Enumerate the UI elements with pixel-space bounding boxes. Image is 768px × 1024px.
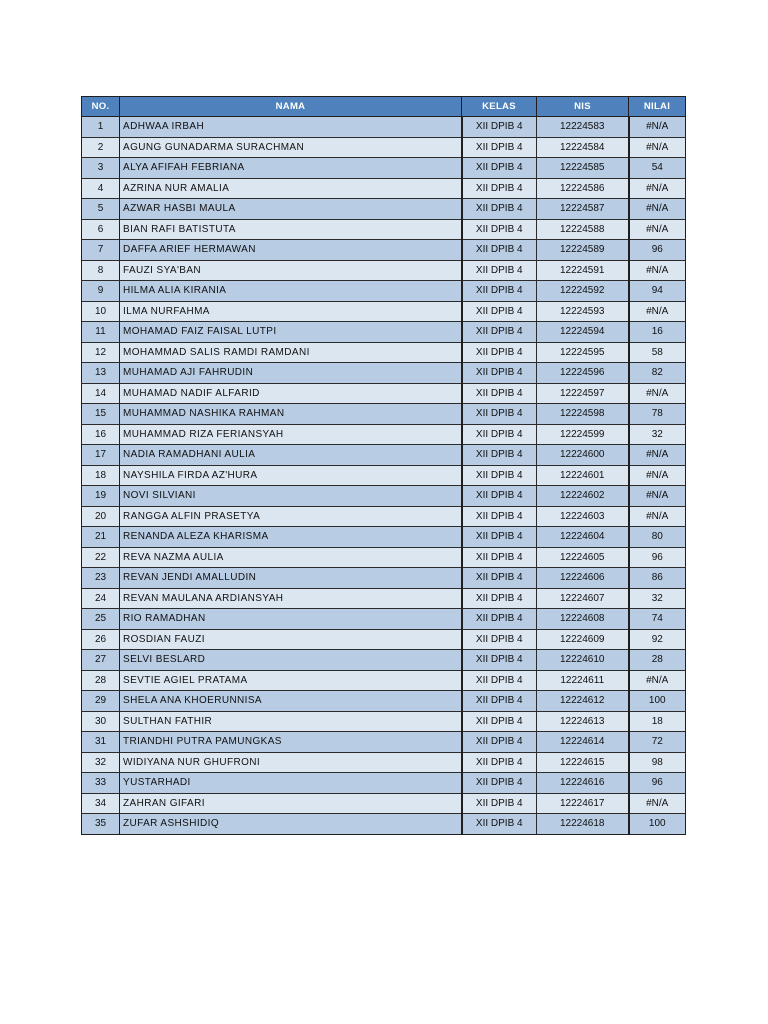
cell-kelas: XII DPIB 4 [462, 773, 537, 794]
cell-no: 20 [82, 506, 120, 527]
cell-nama: NOVI SILVIANI [120, 486, 462, 507]
cell-nilai: 100 [629, 691, 686, 712]
cell-no: 12 [82, 342, 120, 363]
cell-nilai: #N/A [629, 465, 686, 486]
cell-kelas: XII DPIB 4 [462, 793, 537, 814]
cell-nilai: 28 [629, 650, 686, 671]
cell-kelas: XII DPIB 4 [462, 342, 537, 363]
cell-nilai: #N/A [629, 301, 686, 322]
cell-nama: ROSDIAN FAUZI [120, 629, 462, 650]
table-row [82, 199, 686, 220]
cell-nama: AZRINA NUR AMALIA [120, 178, 462, 199]
cell-nis: 12224600 [537, 445, 629, 466]
table-row [82, 240, 686, 261]
cell-kelas: XII DPIB 4 [462, 260, 537, 281]
cell-nis: 12224593 [537, 301, 629, 322]
cell-kelas: XII DPIB 4 [462, 117, 537, 138]
cell-nama: YUSTARHADI [120, 773, 462, 794]
cell-nama: SEVTIE AGIEL PRATAMA [120, 670, 462, 691]
cell-nilai: 100 [629, 814, 686, 835]
cell-no: 15 [82, 404, 120, 425]
table-row [82, 260, 686, 281]
cell-no: 5 [82, 199, 120, 220]
cell-kelas: XII DPIB 4 [462, 322, 537, 343]
cell-kelas: XII DPIB 4 [462, 814, 537, 835]
cell-nama: SULTHAN FATHIR [120, 711, 462, 732]
cell-nis: 12224595 [537, 342, 629, 363]
cell-nilai: #N/A [629, 178, 686, 199]
cell-nama: DAFFA ARIEF HERMAWAN [120, 240, 462, 261]
cell-kelas: XII DPIB 4 [462, 629, 537, 650]
cell-nilai: 94 [629, 281, 686, 302]
table-row [82, 650, 686, 671]
cell-nama: WIDIYANA NUR GHUFRONI [120, 752, 462, 773]
cell-nis: 12224608 [537, 609, 629, 630]
cell-nama: MOHAMMAD SALIS RAMDI RAMDANI [120, 342, 462, 363]
cell-nama: ZUFAR ASHSHIDIQ [120, 814, 462, 835]
cell-nis: 12224618 [537, 814, 629, 835]
table-row [82, 383, 686, 404]
cell-nama: REVA NAZMA AULIA [120, 547, 462, 568]
table-row [82, 732, 686, 753]
cell-no: 16 [82, 424, 120, 445]
cell-nilai: 32 [629, 424, 686, 445]
cell-no: 8 [82, 260, 120, 281]
table-row [82, 117, 686, 138]
table-row [82, 465, 686, 486]
cell-nama: ALYA AFIFAH FEBRIANA [120, 158, 462, 179]
cell-nis: 12224583 [537, 117, 629, 138]
cell-kelas: XII DPIB 4 [462, 527, 537, 548]
cell-nama: BIAN RAFI BATISTUTA [120, 219, 462, 240]
cell-kelas: XII DPIB 4 [462, 424, 537, 445]
cell-no: 24 [82, 588, 120, 609]
cell-kelas: XII DPIB 4 [462, 137, 537, 158]
cell-no: 19 [82, 486, 120, 507]
cell-no: 31 [82, 732, 120, 753]
cell-kelas: XII DPIB 4 [462, 752, 537, 773]
cell-nilai: 54 [629, 158, 686, 179]
cell-nama: ADHWAA IRBAH [120, 117, 462, 138]
cell-nama: REVAN JENDI AMALLUDIN [120, 568, 462, 589]
cell-kelas: XII DPIB 4 [462, 650, 537, 671]
cell-nama: MUHAMAD AJI FAHRUDIN [120, 363, 462, 384]
table-row [82, 568, 686, 589]
cell-nilai: 16 [629, 322, 686, 343]
cell-nis: 12224599 [537, 424, 629, 445]
cell-kelas: XII DPIB 4 [462, 383, 537, 404]
cell-no: 29 [82, 691, 120, 712]
table-row [82, 178, 686, 199]
cell-no: 3 [82, 158, 120, 179]
cell-nis: 12224597 [537, 383, 629, 404]
cell-kelas: XII DPIB 4 [462, 506, 537, 527]
cell-nilai: 86 [629, 568, 686, 589]
table-row [82, 486, 686, 507]
cell-nama: ILMA NURFAHMA [120, 301, 462, 322]
cell-nilai: 72 [629, 732, 686, 753]
cell-no: 11 [82, 322, 120, 343]
cell-nilai: #N/A [629, 219, 686, 240]
grades-table [81, 96, 686, 835]
cell-no: 32 [82, 752, 120, 773]
cell-no: 28 [82, 670, 120, 691]
cell-nis: 12224592 [537, 281, 629, 302]
cell-nama: TRIANDHI PUTRA PAMUNGKAS [120, 732, 462, 753]
cell-nis: 12224594 [537, 322, 629, 343]
cell-nilai: 98 [629, 752, 686, 773]
cell-no: 14 [82, 383, 120, 404]
cell-nama: NAYSHILA FIRDA AZ'HURA [120, 465, 462, 486]
cell-nis: 12224604 [537, 527, 629, 548]
cell-nis: 12224602 [537, 486, 629, 507]
table-row [82, 281, 686, 302]
table-row [82, 588, 686, 609]
cell-nis: 12224613 [537, 711, 629, 732]
cell-nama: RANGGA ALFIN PRASETYA [120, 506, 462, 527]
cell-kelas: XII DPIB 4 [462, 670, 537, 691]
cell-nilai: 74 [629, 609, 686, 630]
cell-nama: SHELA ANA KHOERUNNISA [120, 691, 462, 712]
table-row [82, 404, 686, 425]
cell-nis: 12224591 [537, 260, 629, 281]
cell-kelas: XII DPIB 4 [462, 732, 537, 753]
cell-kelas: XII DPIB 4 [462, 711, 537, 732]
cell-nis: 12224607 [537, 588, 629, 609]
cell-nilai: #N/A [629, 793, 686, 814]
cell-nilai: #N/A [629, 486, 686, 507]
cell-no: 35 [82, 814, 120, 835]
cell-nama: SELVI BESLARD [120, 650, 462, 671]
table-row [82, 424, 686, 445]
cell-nama: RIO RAMADHAN [120, 609, 462, 630]
cell-nis: 12224611 [537, 670, 629, 691]
table-row [82, 752, 686, 773]
cell-no: 13 [82, 363, 120, 384]
cell-nis: 12224589 [537, 240, 629, 261]
table-row [82, 363, 686, 384]
cell-no: 34 [82, 793, 120, 814]
cell-nis: 12224596 [537, 363, 629, 384]
cell-kelas: XII DPIB 4 [462, 158, 537, 179]
table-row [82, 547, 686, 568]
cell-nilai: #N/A [629, 445, 686, 466]
cell-nis: 12224610 [537, 650, 629, 671]
cell-no: 10 [82, 301, 120, 322]
cell-no: 18 [82, 465, 120, 486]
cell-nilai: #N/A [629, 670, 686, 691]
cell-nama: AZWAR HASBI MAULA [120, 199, 462, 220]
header-nis: NIS [537, 97, 629, 117]
cell-kelas: XII DPIB 4 [462, 609, 537, 630]
cell-kelas: XII DPIB 4 [462, 301, 537, 322]
table-row [82, 342, 686, 363]
cell-nis: 12224614 [537, 732, 629, 753]
cell-nama: HILMA ALIA KIRANIA [120, 281, 462, 302]
table-row [82, 445, 686, 466]
cell-nis: 12224605 [537, 547, 629, 568]
cell-nis: 12224584 [537, 137, 629, 158]
cell-no: 4 [82, 178, 120, 199]
cell-no: 17 [82, 445, 120, 466]
cell-nis: 12224616 [537, 773, 629, 794]
cell-kelas: XII DPIB 4 [462, 568, 537, 589]
cell-nis: 12224603 [537, 506, 629, 527]
cell-nilai: 58 [629, 342, 686, 363]
table-row [82, 506, 686, 527]
cell-nama: NADIA RAMADHANI AULIA [120, 445, 462, 466]
cell-nilai: 32 [629, 588, 686, 609]
cell-kelas: XII DPIB 4 [462, 404, 537, 425]
cell-nama: REVAN MAULANA ARDIANSYAH [120, 588, 462, 609]
cell-kelas: XII DPIB 4 [462, 240, 537, 261]
cell-no: 22 [82, 547, 120, 568]
cell-nis: 12224609 [537, 629, 629, 650]
table-row [82, 773, 686, 794]
cell-nilai: #N/A [629, 506, 686, 527]
header-nama: NAMA [120, 97, 462, 117]
table-row [82, 691, 686, 712]
cell-nilai: 96 [629, 773, 686, 794]
table-header-row [82, 97, 686, 117]
table-row [82, 137, 686, 158]
cell-kelas: XII DPIB 4 [462, 178, 537, 199]
table-row [82, 670, 686, 691]
cell-nilai: 92 [629, 629, 686, 650]
cell-no: 2 [82, 137, 120, 158]
cell-no: 30 [82, 711, 120, 732]
cell-nis: 12224615 [537, 752, 629, 773]
cell-kelas: XII DPIB 4 [462, 486, 537, 507]
cell-kelas: XII DPIB 4 [462, 547, 537, 568]
table-row [82, 711, 686, 732]
cell-nilai: #N/A [629, 383, 686, 404]
header-no: NO. [82, 97, 120, 117]
cell-nilai: #N/A [629, 137, 686, 158]
cell-kelas: XII DPIB 4 [462, 219, 537, 240]
cell-kelas: XII DPIB 4 [462, 363, 537, 384]
cell-nilai: 96 [629, 547, 686, 568]
cell-nis: 12224598 [537, 404, 629, 425]
cell-no: 1 [82, 117, 120, 138]
cell-nilai: #N/A [629, 260, 686, 281]
cell-no: 23 [82, 568, 120, 589]
cell-nis: 12224588 [537, 219, 629, 240]
cell-no: 33 [82, 773, 120, 794]
student-grade-sheet [81, 96, 685, 835]
cell-nis: 12224586 [537, 178, 629, 199]
cell-no: 25 [82, 609, 120, 630]
cell-nilai: 82 [629, 363, 686, 384]
cell-nilai: #N/A [629, 199, 686, 220]
cell-kelas: XII DPIB 4 [462, 691, 537, 712]
cell-nama: MUHAMMAD NASHIKA RAHMAN [120, 404, 462, 425]
cell-kelas: XII DPIB 4 [462, 281, 537, 302]
cell-nilai: 80 [629, 527, 686, 548]
cell-no: 9 [82, 281, 120, 302]
cell-nama: AGUNG GUNADARMA SURACHMAN [120, 137, 462, 158]
cell-no: 27 [82, 650, 120, 671]
table-row [82, 322, 686, 343]
cell-no: 21 [82, 527, 120, 548]
cell-nis: 12224612 [537, 691, 629, 712]
cell-nama: MUHAMAD NADIF ALFARID [120, 383, 462, 404]
table-row [82, 609, 686, 630]
table-row [82, 527, 686, 548]
cell-nilai: 18 [629, 711, 686, 732]
cell-nis: 12224601 [537, 465, 629, 486]
cell-nama: ZAHRAN GIFARI [120, 793, 462, 814]
cell-nama: MOHAMAD FAIZ FAISAL LUTPI [120, 322, 462, 343]
cell-nama: MUHAMMAD RIZA FERIANSYAH [120, 424, 462, 445]
cell-nis: 12224617 [537, 793, 629, 814]
header-nilai: NILAI [629, 97, 686, 117]
header-kelas: KELAS [462, 97, 537, 117]
table-row [82, 158, 686, 179]
cell-no: 6 [82, 219, 120, 240]
cell-nilai: 78 [629, 404, 686, 425]
table-row [82, 629, 686, 650]
cell-nis: 12224587 [537, 199, 629, 220]
table-row [82, 219, 686, 240]
table-row [82, 793, 686, 814]
cell-nama: FAUZI SYA'BAN [120, 260, 462, 281]
cell-no: 26 [82, 629, 120, 650]
table-row [82, 301, 686, 322]
cell-kelas: XII DPIB 4 [462, 588, 537, 609]
cell-no: 7 [82, 240, 120, 261]
cell-nama: RENANDA ALEZA KHARISMA [120, 527, 462, 548]
cell-nilai: 96 [629, 240, 686, 261]
cell-nis: 12224606 [537, 568, 629, 589]
cell-nilai: #N/A [629, 117, 686, 138]
table-row [82, 814, 686, 835]
cell-kelas: XII DPIB 4 [462, 445, 537, 466]
cell-nis: 12224585 [537, 158, 629, 179]
cell-kelas: XII DPIB 4 [462, 199, 537, 220]
cell-kelas: XII DPIB 4 [462, 465, 537, 486]
